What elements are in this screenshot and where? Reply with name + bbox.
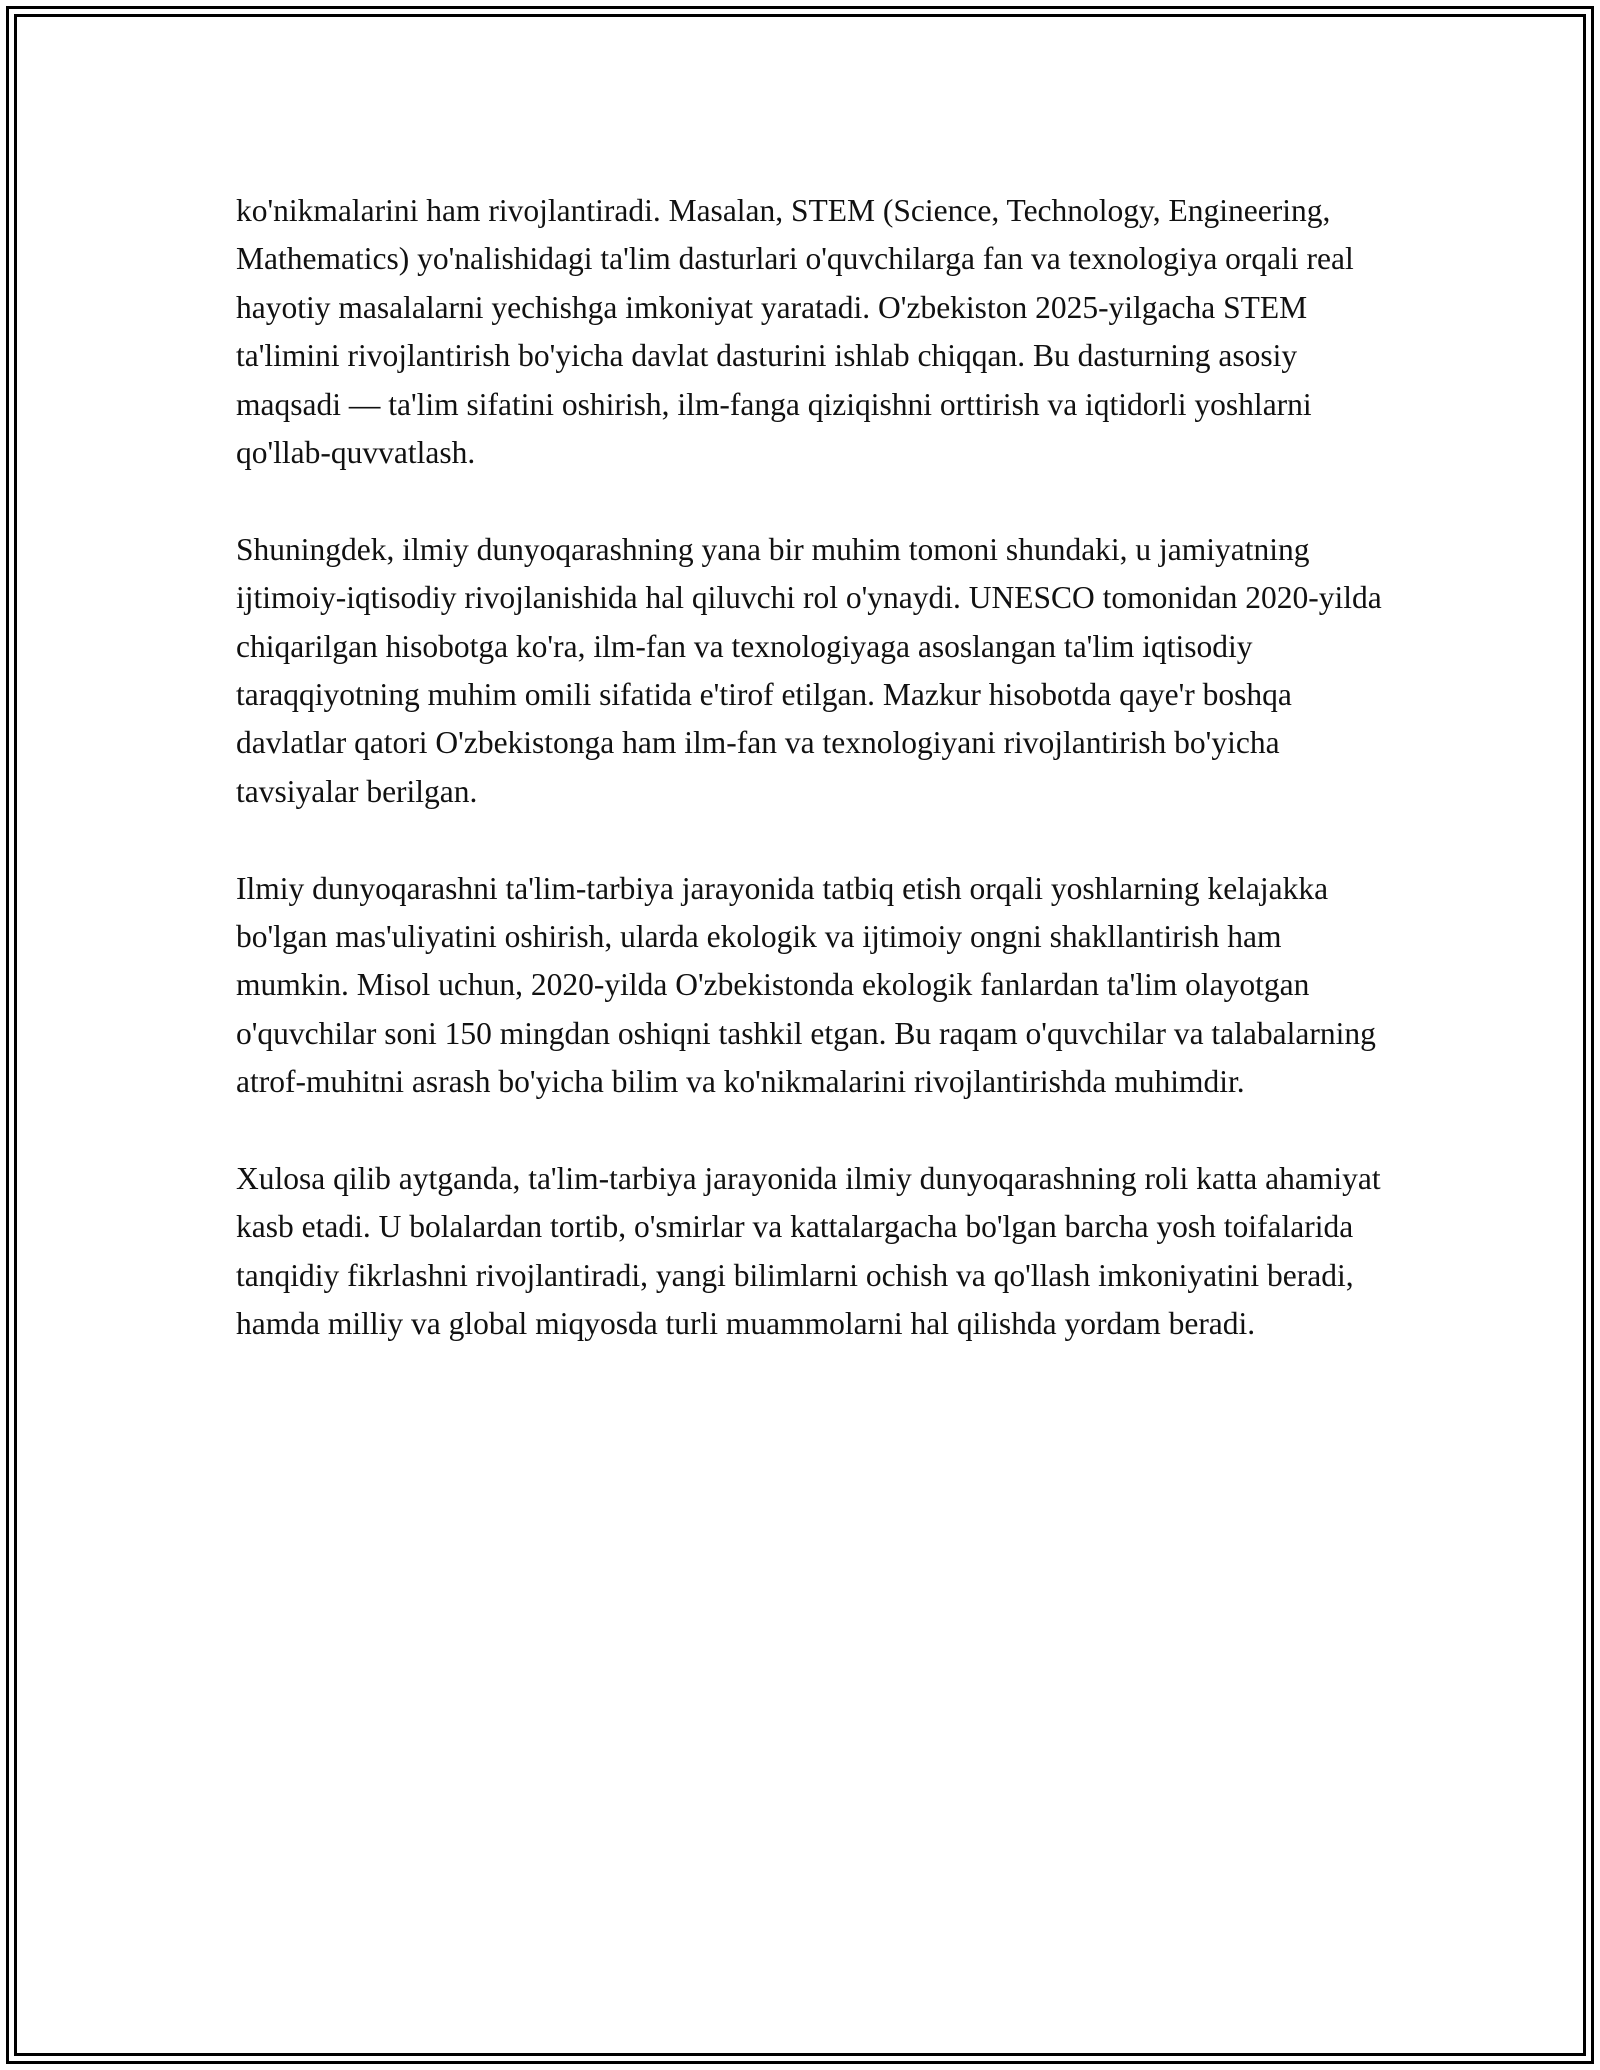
paragraph-unesco: Shuningdek, ilmiy dunyoqarashning yana bir muhim tomoni shundaki, u jamiyatning ijtimoiy-iqtisodiy rivojlanishida hal qiluvchi rol o'ynaydi. UNESCO tomonidan 2020-yilda chiqarilgan hisobotga ko'ra, ilm-fan va texnologiyaga asoslangan ta'lim iqtisodiy taraqqiyotning muhim omili sifatida e'tirof etilgan. Mazkur hisobotda qaye'r boshqa davlatlar qatori O'zbekistonga ham ilm-fan va texnologiyani rivojlantirish bo'yicha tavsiyalar berilgan. [236,531,1382,809]
document-body [236,187,1396,1397]
paragraph-conclusion: Xulosa qilib aytganda, ta'lim-tarbiya jarayonida ilmiy dunyoqarashning roli katta ahamiyat kasb etadi. U bolalardan tortib, o'smirlar va kattalargacha bo'lgan barcha yosh toifalarida tanqidiy fikrlashni rivojlantiradi, yangi bilimlarni ochish va qo'llash imkoniyatini beradi, hamda milliy va global miqyosda turli muammolarni hal qilishda yordam beradi. [236,1161,1381,1342]
paragraph-stem: ko'nikmalarini ham rivojlantiradi. Masalan, STEM (Science, Technology, Engineering, Mathematics) yo'nalishidagi ta'lim dasturlari o'quvchilarga fan va texnologiya orqali real hayotiy masalalarni yechishga imkoniyat yaratadi. O'zbekiston 2025-yilgacha STEM ta'limini rivojlantirish bo'yicha davlat dasturini ishlab chiqqan. Bu dasturning asosiy maqsadi — ta'lim sifatini oshirish, ilm-fanga qiziqishni orttirish va iqtidorli yoshlarni qo'llab-quvvatlash. [236,193,1354,471]
paragraph-ecology: Ilmiy dunyoqarashni ta'lim-tarbiya jarayonida tatbiq etish orqali yoshlarning kelajakka bo'lgan mas'uliyatini oshirish, ularda ekologik va ijtimoiy ongni shakllantirish ham mumkin. Misol uchun, 2020-yilda O'zbekistonda ekologik fanlardan ta'lim olayotgan o'quvchilar soni 150 mingdan oshiqni tashkil etgan. Bu raqam o'quvchilar va talabalarning atrof-muhitni asrash bo'yicha bilim va ko'nikmalarini rivojlantirishda muhimdir. [236,870,1376,1100]
